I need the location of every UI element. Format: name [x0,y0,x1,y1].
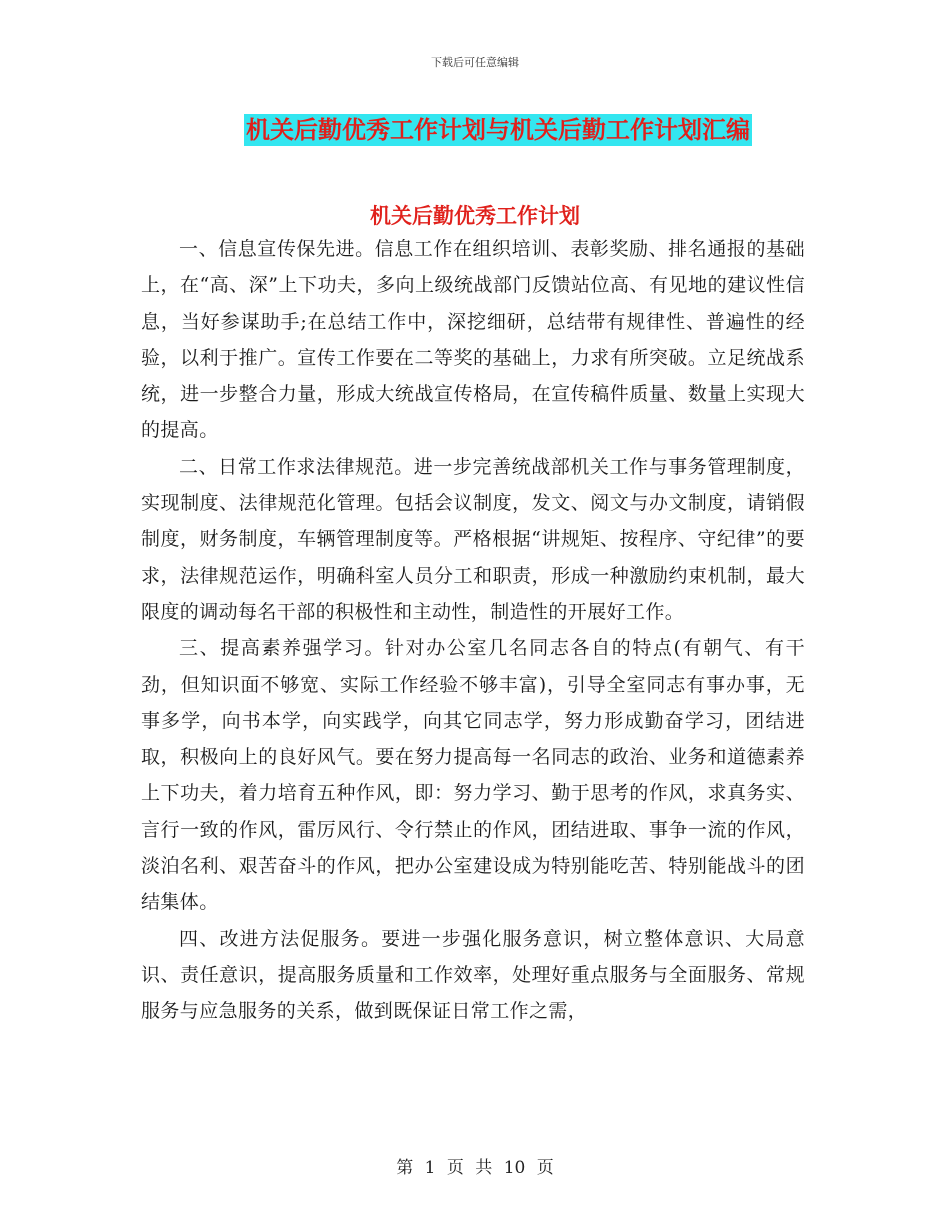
paragraph-4: 四、改进方法促服务。要进一步强化服务意识，树立整体意识、大局意识、责任意识，提高服务质量和工作效率，处理好重点服务与全面服务、常规服务与应急服务的关系，做到既保证日常工作之需， [141,927,805,1023]
document-sub-title: 机关后勤优秀工作计划 [370,204,580,228]
page-number-footer: 第 1 页 共 10 页 [396,1158,554,1178]
paragraph-3: 三、提高素养强学习。针对办公室几名同志各自的特点(有朝气、有干劲，但知识面不够宽、实际工作经验不够丰富)，引导全室同志有事办事，无事多学，向书本学，向实践学，向其它同志学，努力形成勤奋学习，团结进取，积极向上的良好风气。要在努力提高每一名同志的政治、业务和道德素养上下功夫，着力培育五种作风，即：努力学习、勤于思考的作风，求真务实、言行一致的作风，雷厉风行、令行禁止的作风，团结进取、事争一流的作风，淡泊名利、艰苦奋斗的作风，把办公室建设成为特别能吃苦、特别能战斗的团结集体。 [141,637,805,914]
paragraph-2: 二、日常工作求法律规范。进一步完善统战部机关工作与事务管理制度，实现制度、法律规范化管理。包括会议制度，发文、阅文与办文制度，请销假制度，财务制度，车辆管理制度等。严格根据“讲规矩、按程序、守纪律”的要求，法律规范运作，明确科室人员分工和职责，形成一种激励约束机制，最大限度的调动每名干部的积极性和主动性，制造性的开展好工作。 [141,455,805,623]
main-title-container [0,114,950,146]
paragraph-1: 一、信息宣传保先进。信息工作在组织培训、表彰奖励、排名通报的基础上，在“高、深”上下功夫，多向上级统战部门反馈站位高、有见地的建议性信息，当好参谋助手;在总结工作中，深挖细研，总结带有规律性、普遍性的经验，以利于推广。宣传工作要在二等奖的基础上，力求有所突破。立足统战系统，进一步整合力量，形成大统战宣传格局，在宣传稿件质量、数量上实现大的提高。 [141,238,805,442]
document-body [141,221,805,1030]
document-main-title: 机关后勤优秀工作计划与机关后勤工作计划汇编 [246,116,750,144]
page-header-note: 下载后可任意编辑 [431,56,519,69]
